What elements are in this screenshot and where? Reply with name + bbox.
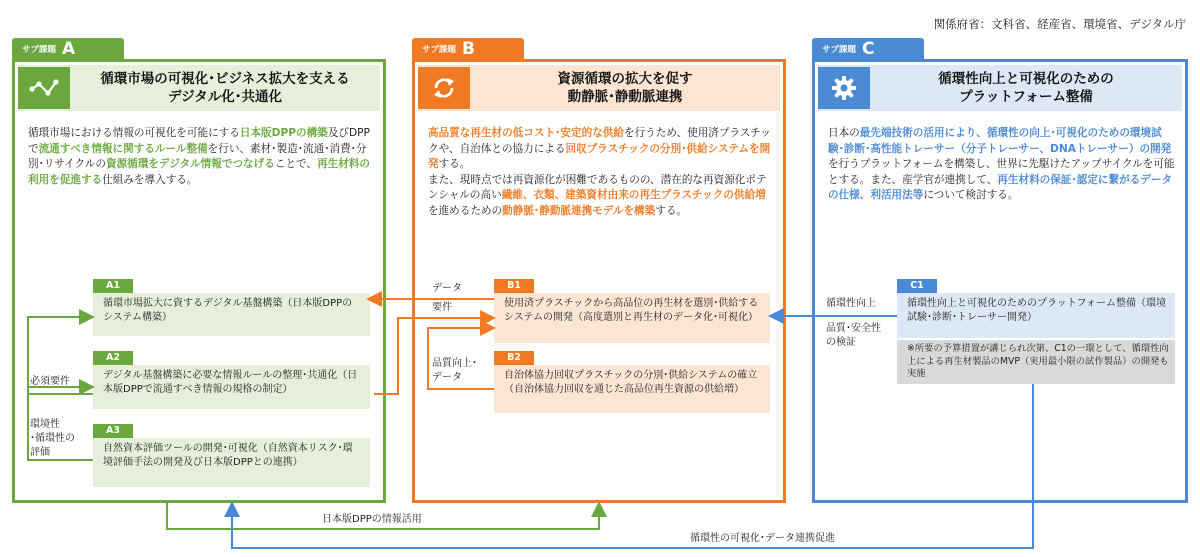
highlight-text: 繊維、衣類、建築資材由来の再生プラスチックの供給増 [501,189,766,201]
label-dpp-use: 日本版DPPの情報活用 [322,514,422,525]
label-env-line1: 環境性 [30,419,60,430]
sub-task-letter: C [862,39,875,59]
body-text-segment: を行うため、使用済プラスチックや、自治体との協力による [428,127,772,155]
ministries-note: 関係府省：文科省、経産省、環境省、デジタル庁 [933,17,1186,31]
sub-task-label: サブ課題 [822,45,857,55]
body-text-segment: 循環市場における情報の可視化を可能にする [28,127,240,139]
highlight-text: 再生材料の利用を促進する [28,158,370,186]
label-env-line2: ･循環性の [30,433,75,444]
item-tag-a3: A3 [93,424,133,438]
sub-task-letter: A [62,39,76,59]
item-a1: 循環市場拡大に資するデジタル基盤構築（日本版DPPのシステム構築） [93,293,370,336]
arrow-b2-to-b1 [428,328,494,389]
sub-task-c-title-line2: プラットフォーム整備 [959,89,1093,105]
item-c1-note: ※所要の予算措置が講じられ次第、C1の一環として、循環性向上による再生材製品のMVP（実用最小限の試作製品）の開発も実施 [897,340,1175,384]
highlight-text: 流通すべき情報に関するルール整備 [38,142,208,155]
item-tag-b1: B1 [494,279,534,293]
item-tag-c1: C1 [897,279,937,293]
label-data: データ [432,283,462,294]
body-text-segment: また、現時点では再資源化が困難であるものの、潜在的な再資源化ポテンシャルの高い [428,173,767,201]
body-text-segment: を行い、素材･製造･流通･消費･分別･リサイクルの [28,142,367,170]
highlight-text: 高品質な再生材の低コスト･安定的な供給 [428,127,624,139]
item-b2: 自治体協力回収プラスチックの分別･供給システムの確立（自治体協力回収を通じた高品位再生資源の供給増） [494,365,770,413]
label-circularity: 循環性向上 [826,298,876,309]
label-quality-safety-line2: の検証 [826,337,856,348]
highlight-text: 資源循環をデジタル情報でつなげる [105,158,275,170]
body-text-segment: 仕組みを導入する。 [102,173,198,186]
body-text-segment: について検討する。 [923,189,1019,201]
item-tag-a2: A2 [93,351,133,365]
item-tag-b2: B2 [494,351,534,365]
highlight-text: 日本版DPPの構築 [239,127,328,139]
arrow-a2-to-a1 [28,317,93,394]
label-required: 必須要件 [30,376,70,387]
item-a3: 自然資本評価ツールの開発･可視化（自然資本リスク･環境評価手法の開発及び日本版DPPとの連携） [93,438,370,487]
body-text-segment: を行うプラットフォームを構築し、世界に先駆けたアップサイクルを可能とする。また、産学官が連携して、 [828,158,1175,186]
highlight-text: 再生材料の保証･認定に繋がるデータの仕様、利活用法等 [828,173,1173,201]
label-quality-line2: データ [432,372,462,383]
sub-task-label: サブ課題 [422,45,457,55]
highlight-text: 最先端技術の活用により、循環性の向上･可視化のための環境試験･診断･高性能トレーサー（分子トレーサー、DNAトレーサー）の開発 [828,127,1172,155]
body-text-segment: を進めるための [428,204,503,217]
body-text-segment: する。 [655,204,688,217]
label-quality-line1: 品質向上･ [432,358,477,369]
label-quality-safety-line1: 品質･安全性 [826,323,881,334]
label-env-line3: 評価 [30,447,50,458]
body-text-segment: 及びDPPで [28,127,370,155]
label-data-linkage: 循環性の可視化･データ連携促進 [690,533,835,544]
sub-task-b-title-line2: 動静脈･静動脈連携 [567,89,683,105]
item-b1: 使用済プラスチックから高品位の再生材を選別･供給するシステムの開発（高度選別と再生材のデータ化･可視化） [494,293,770,343]
highlight-text: 動静脈･静動脈連携モデルを構築 [502,204,656,217]
arrow-a3-to-a2 [28,394,93,460]
body-text-segment: ことで、 [274,158,318,170]
label-requirements: 要件 [432,302,452,313]
sub-task-b-title-line1: 資源循環の拡大を促す [557,71,693,87]
body-text-segment: する。 [438,158,471,170]
item-a2: デジタル基盤構築に必要な情報ルールの整理･共通化（日本版DPPで流通すべき情報の規格の制定） [93,365,370,409]
sub-task-c-title-line1: 循環性向上と可視化のための [938,71,1114,87]
arrow-a2-to-b1 [374,318,488,394]
item-c1: 循環性向上と可視化のためのプラットフォーム整備（環境試験･診断･トレーサー開発） [897,293,1175,338]
item-tag-a1: A1 [93,279,133,293]
sub-task-label: サブ課題 [22,45,57,55]
body-text-segment: 日本の [828,127,860,139]
sub-task-a-title-line2: デジタル化･共通化 [168,89,282,105]
sub-task-a-title-line1: 循環市場の可視化･ビジネス拡大を支える [100,71,350,87]
highlight-text: 回収プラスチックの分別･供給システムを開発 [428,142,771,170]
sub-task-letter: B [462,39,475,59]
